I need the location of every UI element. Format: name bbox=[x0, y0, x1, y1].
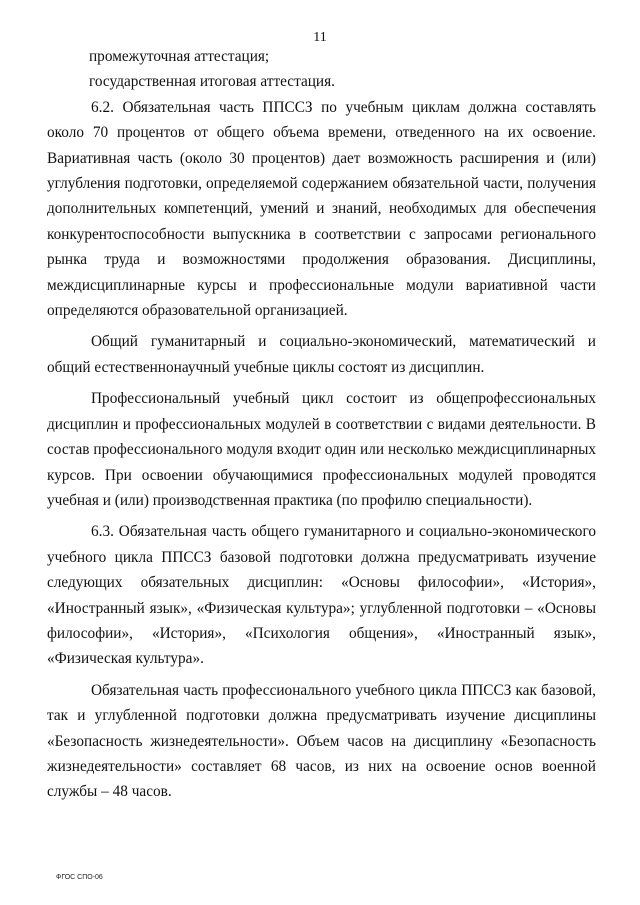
paragraph-6-3: 6.3. Обязательная часть общего гуманитарного и социально-экономического учебного цикла ППССЗ базовой подготовки должна предусматривать изучение следующих обязательных дисциплин: «Основы философии», «История», «Иностранный язык», «Физическая культура»; углубленной подготовки – «Основы философии», «История», «Психология общения», «Иностранный язык», «Физическая культура». bbox=[47, 523, 596, 668]
page-number: 11 bbox=[313, 30, 327, 45]
paragraph-professional-cycle: Профессиональный учебный цикл состоит из общепрофессиональных дисциплин и профессиональных модулей в соответствии с видами деятельности. В состав профессионального модуля входит один или несколько междисциплинарных курсов. При освоении обучающимися профессиональных модулей проводятся учебная и (или) производственная практика (по профилю специальности). bbox=[47, 390, 596, 509]
list-item-intermediate-certification: промежуточная аттестация; bbox=[89, 48, 270, 65]
footer-code: ФГОС СПО-06 bbox=[56, 874, 103, 881]
paragraph-general-cycles: Общий гуманитарный и социально-экономический, математический и общий естественнонаучный учебные циклы состоят из дисциплин. bbox=[47, 333, 596, 376]
paragraph-6-2: 6.2. Обязательная часть ППССЗ по учебным циклам должна составлять около 70 процентов от общего объема времени, отведенного на их освоение. Вариативная часть (около 30 процентов) дает возможность расширения и (или) углубления подготовки, определяемой содержанием обязательной части, получения дополнительных компетенций, умений и знаний, необходимых для обеспечения конкурентоспособности выпускника в соответствии с запросами регионального рынка труда и возможностями продолжения образования. Дисциплины, междисциплинарные курсы и профессиональные модули вариативной части определяются образовательной организацией. bbox=[47, 98, 596, 320]
document-body bbox=[47, 44, 596, 805]
list-item-final-certification: государственная итоговая аттестация. bbox=[89, 73, 335, 91]
paragraph-life-safety: Обязательная часть профессионального учебного цикла ППССЗ как базовой, так и углубленной подготовки должна предусматривать изучение дисциплины «Безопасность жизнедеятельности». Объем часов на дисциплину «Безопасность жизнедеятельности» составляет 68 часов, из них на освоение основ военной службы – 48 часов. bbox=[47, 681, 596, 801]
